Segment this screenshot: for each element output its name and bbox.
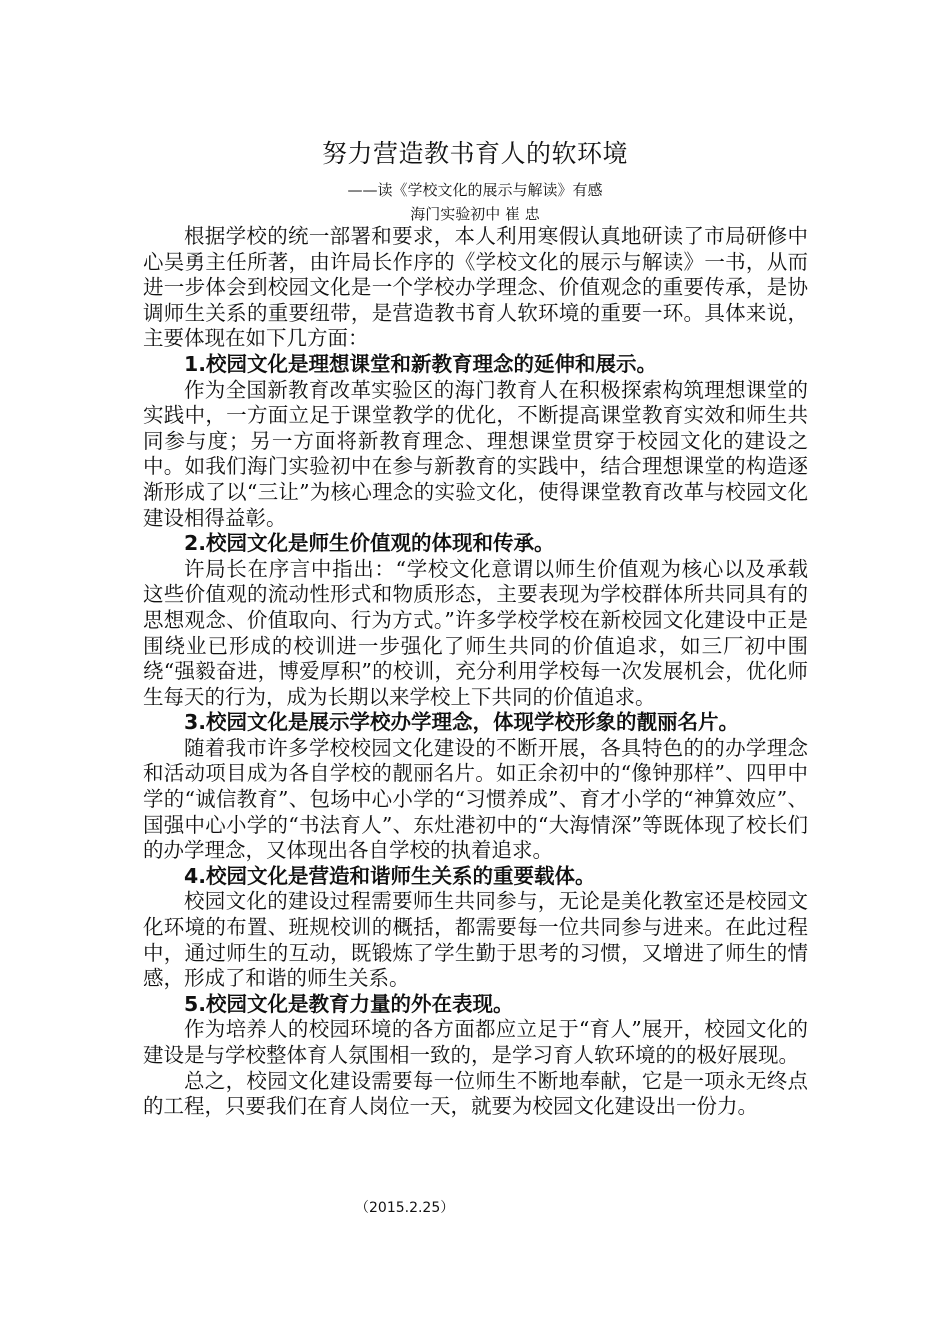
conclusion-paragraph: 总之，校园文化建设需要每一位师生不断地奉献，它是一项永无终点的工程，只要我们在育人岗位一天，就要为校园文化建设出一份力。 <box>143 1068 808 1119</box>
author-line: 海门实验初中 崔 忠 <box>410 205 540 223</box>
section-heading-2: 2.校园文化是师生价值观的体现和传承。 <box>184 531 555 556</box>
intro-paragraph: 根据学校的统一部署和要求，本人利用寒假认真地研读了市局研修中心吴勇主任所著，由许局长作序的《学校文化的展示与解读》一书，从而进一步体会到校园文化是一个学校办学理念、价值观念的重要传承，是协调师生关系的重要纽带，是营造教书育人软环境的重要一环。具体来说，主要体现在如下几方面： <box>143 224 808 351</box>
section-heading-1: 1.校园文化是理想课堂和新教育理念的延伸和展示。 <box>184 351 658 376</box>
section-paragraph-3: 随着我市许多学校校园文化建设的不断开展，各具特色的的办学理念和活动项目成为各自学校的靓丽名片。如正余初中的“像钟那样”、四甲中学的“诚信教育”、包场中心小学的“习惯养成”、育才小学的“神算效应”、国强中心小学的“书法育人”、东灶港初中的“大海情深”等既体现了校长们的办学理念，又体现出各自学校的执着追求。 <box>143 735 808 863</box>
section-paragraph-5: 作为培养人的校园环境的各方面都应立足于“育人”展开，校园文化的建设是与学校整体育人氛围相一致的，是学习育人软环境的的极好展现。 <box>143 1017 808 1067</box>
document-subtitle: ——读《学校文化的展示与解读》有感 <box>347 181 603 199</box>
document-title: 努力营造教书育人的软环境 <box>321 139 628 168</box>
section-heading-5: 5.校园文化是教育力量的外在表现。 <box>184 991 514 1016</box>
document-date: （2015.2.25） <box>355 1200 455 1216</box>
section-heading-4: 4.校园文化是营造和谐师生关系的重要载体。 <box>184 863 596 888</box>
section-paragraph-4: 校园文化的建设过程需要师生共同参与，无论是美化教室还是校园文化环境的布置、班规校训的概括，都需要每一位共同参与进来。在此过程中，通过师生的互动，既锻炼了学生勤于思考的习惯，又增进了师生的情感，形成了和谐的师生关系。 <box>143 889 808 991</box>
document-body <box>143 224 808 1120</box>
section-paragraph-1: 作为全国新教育改革实验区的海门教育人在积极探索构筑理想课堂的实践中，一方面立足于课堂教学的优化，不断提高课堂教育实效和师生共同参与度；另一方面将新教育理念、理想课堂贯穿于校园文化的建设之中。如我们海门实验初中在参与新教育的实践中，结合理想课堂的构造逐渐形成了以“三让”为核心理念的实验文化，使得课堂教育改革与校园文化建设相得益彰。 <box>143 377 808 530</box>
section-paragraph-2: 许局长在序言中指出：“学校文化意谓以师生价值观为核心以及承载这些价值观的流动性形式和物质形态，主要表现为学校群体所共同具有的思想观念、价值取向、行为方式。”许多学校学校在新校园文化建设中正是围绕业已形成的校训进一步强化了师生共同的价值追求，如三厂初中围绕“强毅奋进，博爱厚积”的校训，充分利用学校每一次发展机会，优化师生每天的行为，成为长期以来学校上下共同的价值追求。 <box>143 556 808 709</box>
section-heading-3: 3.校园文化是展示学校办学理念，体现学校形象的靓丽名片。 <box>184 710 740 735</box>
